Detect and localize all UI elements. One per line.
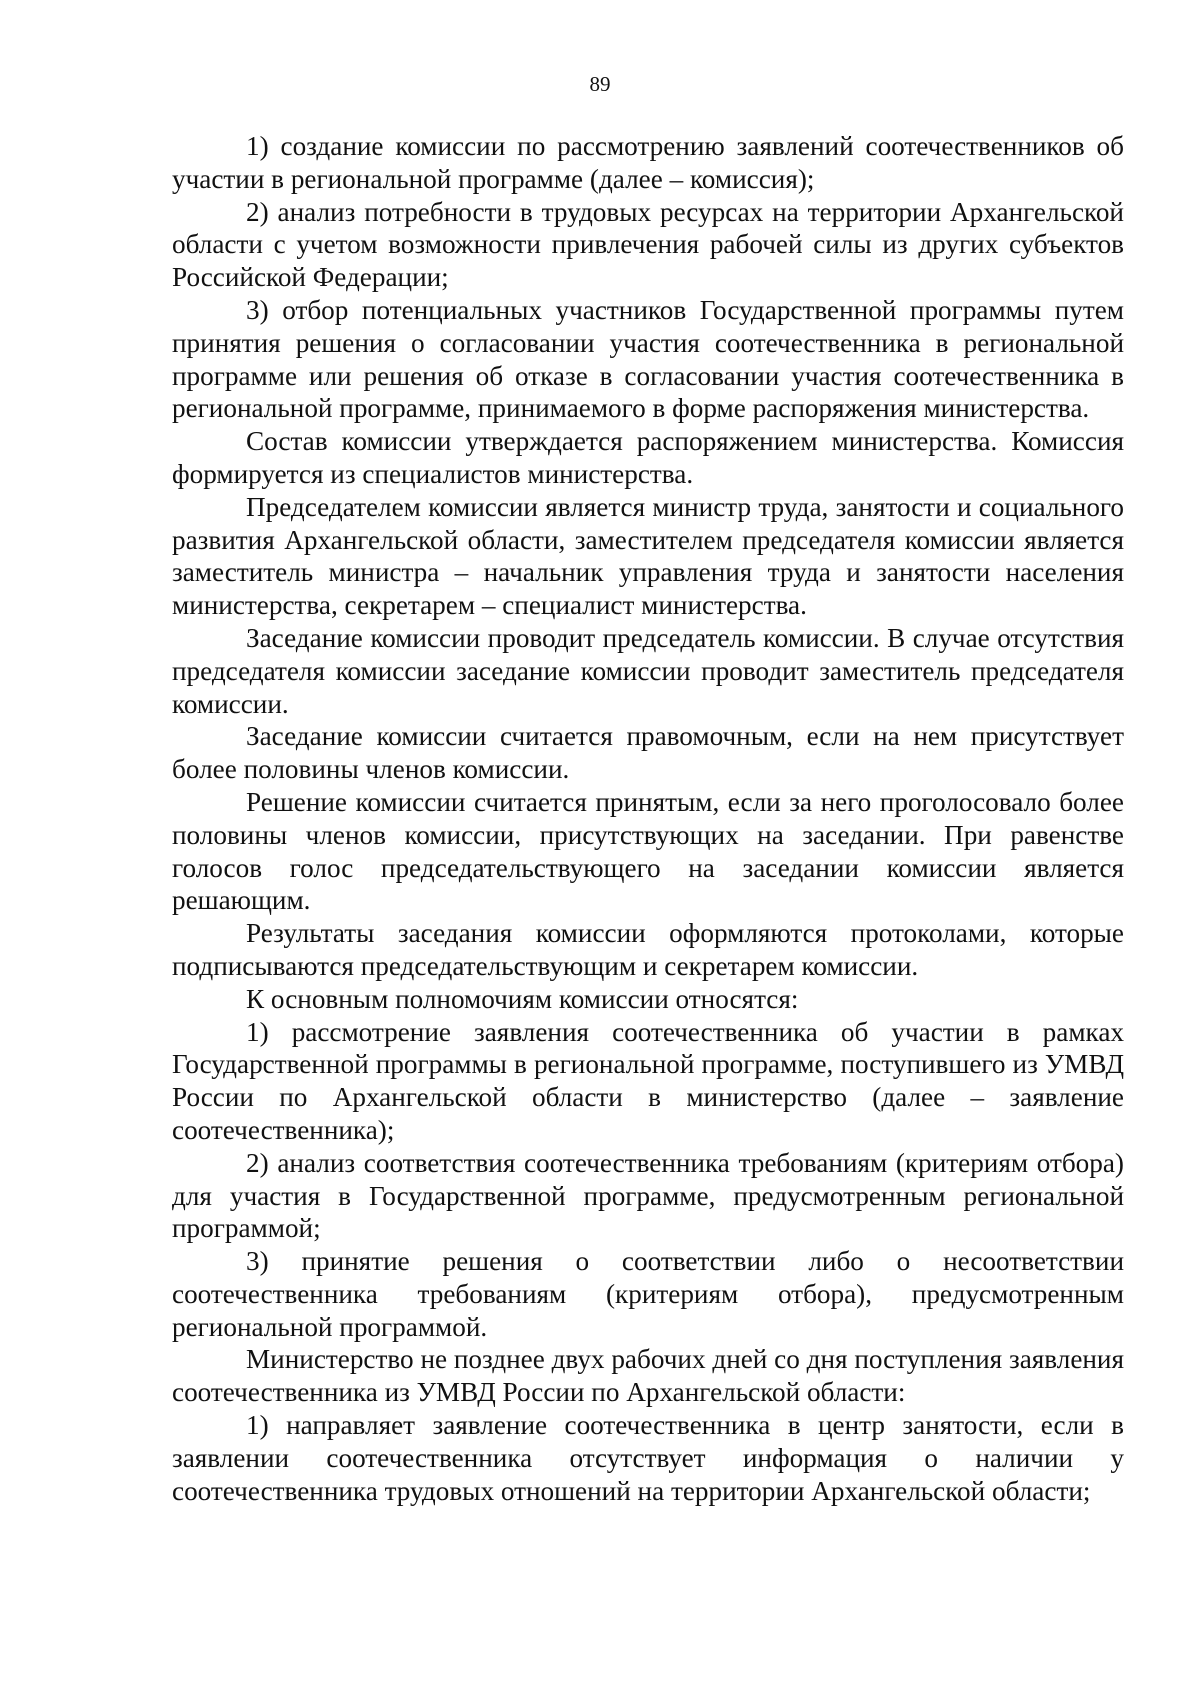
page-number: 89 [589, 72, 611, 96]
paragraph-item-1-commission-creation: 1) создание комиссии по рассмотрению заявлений соотечественников об участии в региональной программе (далее – комиссия); [172, 131, 1124, 194]
paragraph-power-2-compliance-analysis: 2) анализ соответствия соотечественника требованиям (критериям отбора) для участия в Государственной программе, предусмотренным региональной программой; [172, 1147, 1124, 1244]
paragraph-item-3-participant-selection: 3) отбор потенциальных участников Государственной программы путем принятия решения о согласовании участия соотечественника в региональной программе или решения об отказе в согласовании участия соотечественника в региональной программе, принимаемого в форме распоряжения министерства. [172, 294, 1124, 424]
paragraph-ministry-action-1: 1) направляет заявление соотечественника в центр занятости, если в заявлении соотечественника отсутствует информация о наличии у соотечественника трудовых отношений на территории Архангельской области; [172, 1410, 1124, 1506]
paragraph-power-1-review: 1) рассмотрение заявления соотечественника об участии в рамках Государственной программы в региональной программе, поступившего из УМВД России по Архангельской области в министерство (далее – заявление соотечественника); [172, 1016, 1124, 1145]
paragraph-meeting-chair: Заседание комиссии проводит председатель комиссии. В случае отсутствия председателя комиссии заседание комиссии проводит заместитель председателя комиссии. [172, 622, 1124, 719]
paragraph-decision-rule: Решение комиссии считается принятым, если за него проголосовало более половины членов комиссии, присутствующих на заседании. При равенстве голосов голос председательствующего на заседании комиссии является решающим. [172, 786, 1124, 916]
paragraph-protocols: Результаты заседания комиссии оформляются протоколами, которые подписываются председательствующим и секретарем комиссии. [172, 918, 1124, 981]
paragraph-powers-heading: К основным полномочиям комиссии относятся: [246, 983, 799, 1014]
document-body [172, 130, 1124, 1507]
paragraph-commission-composition: Состав комиссии утверждается распоряжением министерства. Комиссия формируется из специалистов министерства. [172, 426, 1124, 489]
paragraph-quorum: Заседание комиссии считается правомочным, если на нем присутствует более половины членов комиссии. [172, 721, 1124, 785]
paragraph-item-2-labor-analysis: 2) анализ потребности в трудовых ресурсах на территории Архангельской области с учетом возможности привлечения рабочей силы из других субъектов Российской Федерации; [172, 196, 1124, 293]
paragraph-ministry-deadline: Министерство не позднее двух рабочих дней со дня поступления заявления соотечественника из УМВД России по Архангельской области: [172, 1344, 1124, 1408]
paragraph-commission-chair: Председателем комиссии является министр труда, занятости и социального развития Архангельской области, заместителем председателя комиссии является заместитель министра – начальник управления труда и занятости населения министерства, секретарем – специалист министерства. [172, 491, 1124, 621]
paragraph-power-3-decision: 3) принятие решения о соответствии либо о несоответствии соотечественника требованиям (критериям отбора), предусмотренным региональной программой. [172, 1246, 1124, 1342]
